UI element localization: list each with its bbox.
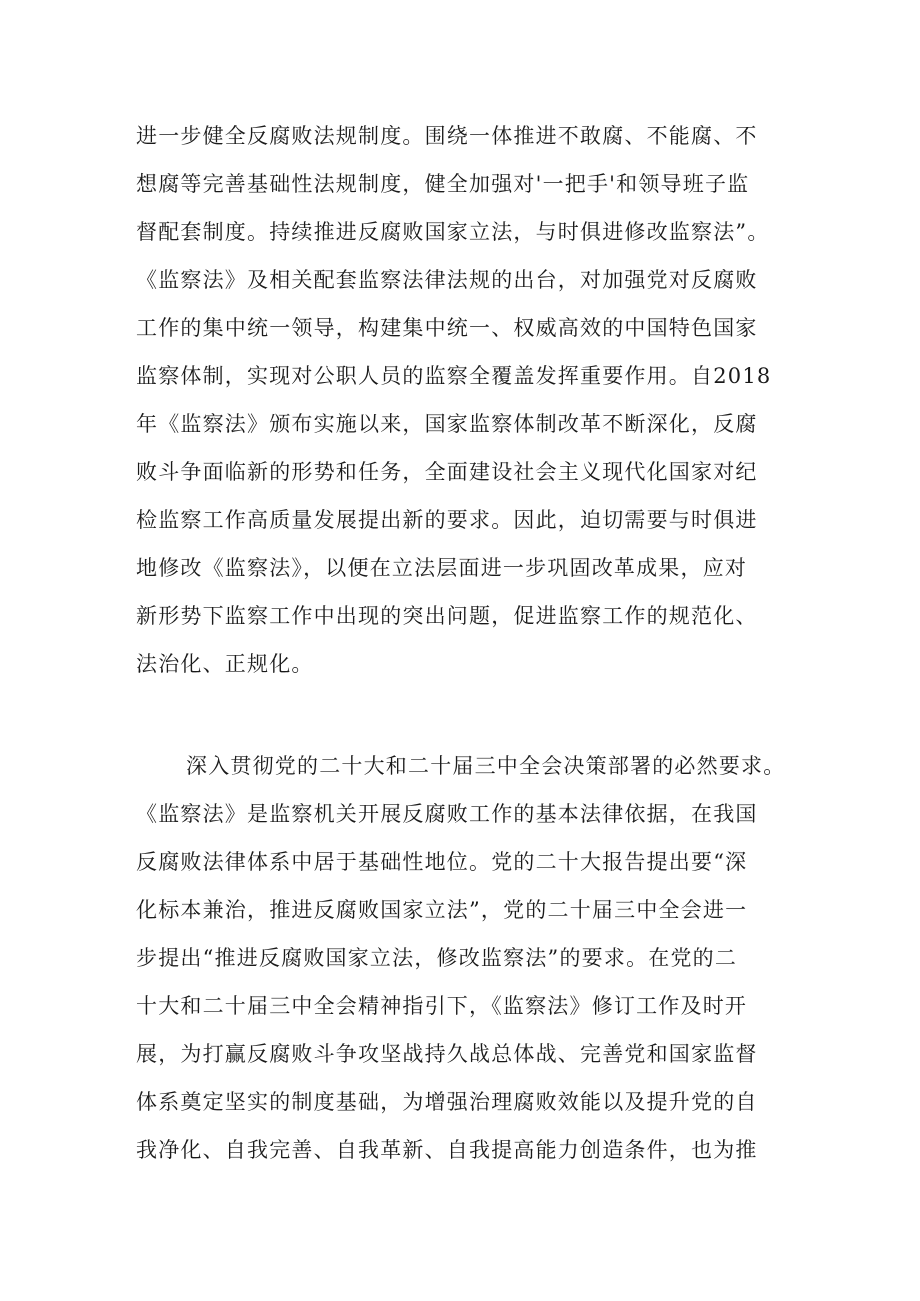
text-line: 工作的集中统一领导，构建集中统一、权威高效的中国特色国家 bbox=[136, 316, 758, 340]
text-line: 我净化、自我完善、自我革新、自我提高能力创造条件，也为推 bbox=[136, 1138, 758, 1162]
text-line: 想腐等完善基础性法规制度，健全加强对'一把手'和领导班子监 bbox=[136, 172, 750, 196]
text-line: 监察体制，实现对公职人员的监察全覆盖发挥重要作用。自2018 bbox=[136, 364, 772, 388]
text-line: 《监察法》是监察机关开展反腐败工作的基本法律依据，在我国 bbox=[136, 802, 758, 826]
text-line: 化标本兼治，推进反腐败国家立法”，党的二十届三中全会进一 bbox=[136, 898, 748, 922]
text-line: 法治化、正规化。 bbox=[136, 652, 314, 676]
text-line: 进一步健全反腐败法规制度。围绕一体推进不敢腐、不能腐、不 bbox=[136, 124, 758, 148]
text-line: 地修改《监察法》，以便在立法层面进一步巩固改革成果，应对 bbox=[136, 556, 748, 580]
text-line: 反腐败法律体系中居于基础性地位。党的二十大报告提出要“深 bbox=[136, 850, 748, 874]
text-line: 新形势下监察工作中出现的突出问题，促进监察工作的规范化、 bbox=[136, 604, 758, 628]
text-line: 十大和二十届三中全会精神指引下，《监察法》修订工作及时开 bbox=[136, 994, 748, 1018]
paragraph-1 bbox=[136, 118, 836, 694]
text-line: 深入贯彻党的二十大和二十届三中全会决策部署的必然要求。 bbox=[186, 754, 786, 778]
paragraph-2 bbox=[136, 748, 836, 1180]
text-line: 展，为打赢反腐败斗争攻坚战持久战总体战、完善党和国家监督 bbox=[136, 1042, 758, 1066]
text-line: 步提出“推进反腐败国家立法，修改监察法”的要求。在党的二 bbox=[136, 946, 738, 970]
text-line: 《监察法》及相关配套监察法律法规的出台，对加强党对反腐败 bbox=[136, 268, 758, 292]
text-line: 检监察工作高质量发展提出新的要求。因此，迫切需要与时俱进 bbox=[136, 508, 758, 532]
text-line: 督配套制度。持续推进反腐败国家立法，与时俱进修改监察法”。 bbox=[136, 220, 770, 244]
text-line: 年《监察法》颁布实施以来，国家监察体制改革不断深化，反腐 bbox=[136, 412, 758, 436]
text-line: 败斗争面临新的形势和任务，全面建设社会主义现代化国家对纪 bbox=[136, 460, 758, 484]
text-line: 体系奠定坚实的制度基础，为增强治理腐败效能以及提升党的自 bbox=[136, 1090, 758, 1114]
